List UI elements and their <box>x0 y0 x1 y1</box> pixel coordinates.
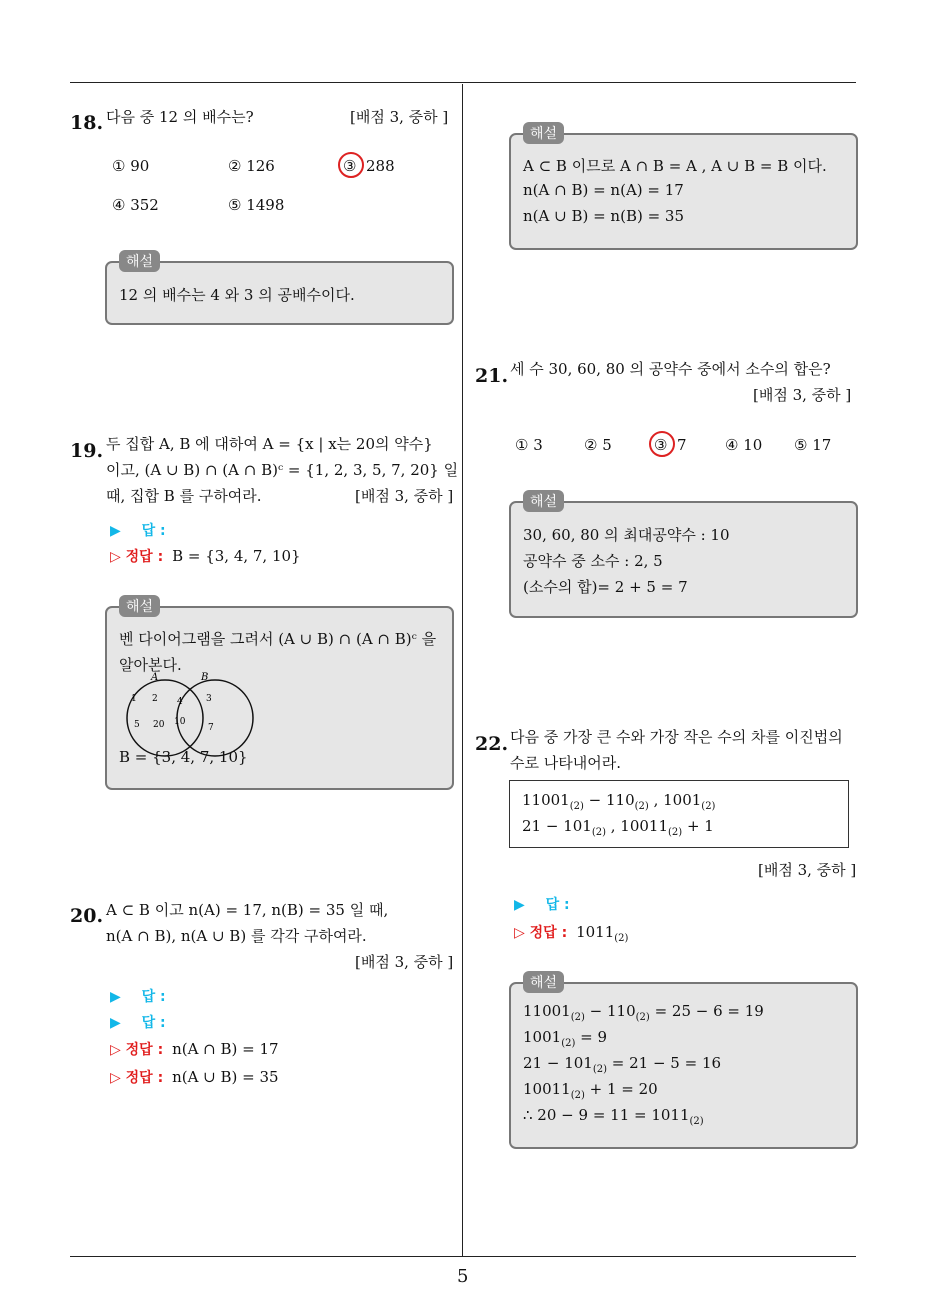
outline-triangle-icon: ▷ <box>110 1070 121 1086</box>
q20-answer-label: 답 : <box>141 989 166 1005</box>
q20-solution-box <box>509 133 858 250</box>
outline-triangle-icon: ▷ <box>514 925 525 941</box>
q22-correct-label: 정답 : <box>529 925 568 941</box>
q20-solution-line-2: n(A ∩ B) = n(A) = 17 <box>523 181 684 199</box>
q22-term: = 25 − 6 = 19 <box>649 1002 764 1020</box>
q22-solution-line-5 <box>523 1106 704 1127</box>
base-subscript: (2) <box>561 1038 576 1049</box>
q22-number: 22. <box>475 733 509 755</box>
q22-term: + 1 = 20 <box>584 1080 658 1098</box>
q22-answer-row[interactable] <box>514 894 570 914</box>
q22-answer-label: 답 : <box>545 897 570 913</box>
q19-line-2: 이고, (A ∪ B) ∩ (A ∩ B)ᶜ = {1, 2, 3, 5, 7, 20} 일 <box>106 461 459 479</box>
q20-line-1: A ⊂ B 이고 n(A) = 17, n(B) = 35 일 때, <box>106 901 389 919</box>
q21-choice-3-mark[interactable]: ③ <box>654 436 668 454</box>
q20-score: [배점 3, 중하 ] <box>355 953 454 971</box>
q21-solution-line-2: 공약수 중 소수 : 2, 5 <box>523 552 663 570</box>
q21-text: 세 수 30, 60, 80 의 공약수 중에서 소수의 합은? <box>510 360 831 378</box>
base-subscript: (2) <box>614 933 629 944</box>
q18-choice-3-value[interactable]: 288 <box>366 157 395 175</box>
selected-answer-circle-icon <box>338 152 364 178</box>
top-rule <box>70 82 856 83</box>
q20-number: 20. <box>70 905 104 927</box>
q19-correct-label: 정답 : <box>125 549 164 565</box>
q22-term: 11001 <box>522 791 570 809</box>
q20-solution-line-3: n(A ∪ B) = n(B) = 35 <box>523 207 685 225</box>
q22-score: [배점 3, 중하 ] <box>758 861 857 879</box>
q22-correct-row <box>514 922 628 944</box>
q22-term: = 9 <box>575 1028 608 1046</box>
q20-correct-value-2: n(A ∪ B) = 35 <box>172 1068 279 1086</box>
base-subscript: (2) <box>689 1116 704 1127</box>
q22-solution-line-4 <box>523 1080 658 1101</box>
q20-answer-label: 답 : <box>141 1015 166 1031</box>
q22-solution-box <box>509 982 858 1149</box>
q22-solution-line-3 <box>523 1054 721 1075</box>
q20-correct-label: 정답 : <box>125 1042 164 1058</box>
venn-element: 2 <box>152 694 158 704</box>
q20-answer-row-1[interactable] <box>110 986 166 1006</box>
base-subscript: (2) <box>591 827 606 838</box>
q22-term: , 10011 <box>606 817 669 835</box>
q21-solution-box <box>509 501 858 618</box>
q22-correct-value <box>576 923 629 944</box>
base-subscript: (2) <box>701 801 716 812</box>
q18-choice-5[interactable]: ⑤ 1498 <box>228 196 285 214</box>
q21-solution-line-1: 30, 60, 80 의 최대공약수 : 10 <box>523 526 730 544</box>
q19-score: [배점 3, 중하 ] <box>355 487 454 505</box>
q22-term: , 1001 <box>648 791 702 809</box>
outline-triangle-icon: ▷ <box>110 549 121 565</box>
base-subscript: (2) <box>592 1064 607 1075</box>
q22-given-row-2 <box>522 817 714 838</box>
q21-solution-tag: 해설 <box>523 490 564 512</box>
q22-term: 10011 <box>523 1080 571 1098</box>
q20-correct-row-2 <box>110 1067 279 1087</box>
selected-answer-circle-icon <box>649 431 675 457</box>
venn-element: 3 <box>206 694 212 704</box>
q22-given-box <box>509 780 849 848</box>
q22-solution-tag: 해설 <box>523 971 564 993</box>
q22-term: 21 − 101 <box>523 1054 593 1072</box>
play-triangle-icon: ▶ <box>110 523 121 539</box>
q19-line-3: 때, 집합 B 를 구하여라. <box>106 487 262 505</box>
q20-correct-label: 정답 : <box>125 1070 164 1086</box>
venn-element: 10 <box>174 717 186 727</box>
base-subscript: (2) <box>668 827 683 838</box>
venn-element: 5 <box>134 720 140 730</box>
q18-choice-2[interactable]: ② 126 <box>228 157 275 175</box>
q22-term: = 21 − 5 = 16 <box>607 1054 722 1072</box>
q18-number: 18. <box>70 112 104 134</box>
q22-line-2: 수로 나타내어라. <box>510 754 621 772</box>
venn-element: 4 <box>177 697 183 707</box>
q19-solution-tag: 해설 <box>119 595 160 617</box>
q19-correct-row <box>110 546 301 566</box>
base-subscript: (2) <box>569 801 584 812</box>
q19-line-1: 두 집합 A, B 에 대하여 A = {x | x는 20의 약수} <box>106 435 433 453</box>
q22-term: 11001 <box>523 1002 571 1020</box>
q22-given-row-1 <box>522 791 715 812</box>
page-number: 5 <box>457 1266 469 1287</box>
venn-circle-a <box>127 680 203 756</box>
q22-solution-line-2 <box>523 1028 607 1049</box>
q19-answer-row[interactable] <box>110 520 166 540</box>
q19-number: 19. <box>70 440 104 462</box>
q21-choice-4[interactable]: ④ 10 <box>725 436 763 454</box>
q21-choice-3-value[interactable]: 7 <box>677 436 687 454</box>
q18-text: 다음 중 12 의 배수는? <box>106 108 254 126</box>
venn-label-b: B <box>201 672 209 683</box>
q20-correct-row-1 <box>110 1039 279 1059</box>
bottom-rule <box>70 1256 856 1257</box>
q18-solution-line: 12 의 배수는 4 와 3 의 공배수이다. <box>119 286 355 304</box>
venn-diagram <box>115 668 255 758</box>
q18-score: [배점 3, 중하 ] <box>350 108 449 126</box>
q18-solution-tag: 해설 <box>119 250 160 272</box>
q22-term: ∴ 20 − 9 = 11 = 1011 <box>523 1106 690 1124</box>
play-triangle-icon: ▶ <box>514 897 525 913</box>
venn-element: 1 <box>131 694 137 704</box>
q22-line-1: 다음 중 가장 큰 수와 가장 작은 수의 차를 이진법의 <box>510 728 843 746</box>
base-subscript: (2) <box>570 1090 585 1101</box>
q20-answer-row-2[interactable] <box>110 1012 166 1032</box>
venn-label-a: A <box>151 672 159 683</box>
q20-line-2: n(A ∩ B), n(A ∪ B) 를 각각 구하여라. <box>106 927 367 945</box>
q19-solution-box <box>105 606 454 790</box>
q19-correct-value: B = {3, 4, 7, 10} <box>172 547 301 565</box>
q18-choice-3-mark[interactable]: ③ <box>343 157 357 175</box>
outline-triangle-icon: ▷ <box>110 1042 121 1058</box>
q22-solution-line-1 <box>523 1002 764 1023</box>
q20-solution-tag: 해설 <box>523 122 564 144</box>
q19-answer-label: 답 : <box>141 523 166 539</box>
q21-score: [배점 3, 중하 ] <box>753 386 852 404</box>
q22-term: 1001 <box>523 1028 562 1046</box>
q19-solution-line-2: 알아본다. <box>119 656 182 674</box>
q21-choice-5[interactable]: ⑤ 17 <box>794 436 832 454</box>
base-subscript: (2) <box>635 1012 650 1023</box>
play-triangle-icon: ▶ <box>110 989 121 1005</box>
q22-term: 21 − 101 <box>522 817 592 835</box>
q22-term: − 110 <box>584 1002 636 1020</box>
q18-choice-4[interactable]: ④ 352 <box>112 196 159 214</box>
venn-element: 7 <box>208 723 214 733</box>
q22-correct-number: 1011 <box>576 923 615 941</box>
q21-solution-line-3: (소수의 합)= 2 + 5 = 7 <box>523 578 688 596</box>
base-subscript: (2) <box>634 801 649 812</box>
base-subscript: (2) <box>570 1012 585 1023</box>
q20-correct-value-1: n(A ∩ B) = 17 <box>172 1040 279 1058</box>
column-divider <box>462 84 463 1256</box>
q22-term: + 1 <box>682 817 714 835</box>
venn-element: 20 <box>153 720 165 730</box>
q21-choice-2[interactable]: ② 5 <box>584 436 612 454</box>
q22-term: − 110 <box>583 791 635 809</box>
play-triangle-icon: ▶ <box>110 1015 121 1031</box>
q19-solution-line-1: 벤 다이어그램을 그려서 (A ∪ B) ∩ (A ∩ B)ᶜ 을 <box>119 630 437 648</box>
q21-number: 21. <box>475 365 509 387</box>
venn-circle-b <box>177 680 253 756</box>
q19-solution-end: B = {3, 4, 7, 10} <box>119 748 248 766</box>
q21-choice-1[interactable]: ① 3 <box>515 436 543 454</box>
q18-choice-1[interactable]: ① 90 <box>112 157 150 175</box>
q20-solution-line-1: A ⊂ B 이므로 A ∩ B = A , A ∪ B = B 이다. <box>523 157 827 175</box>
